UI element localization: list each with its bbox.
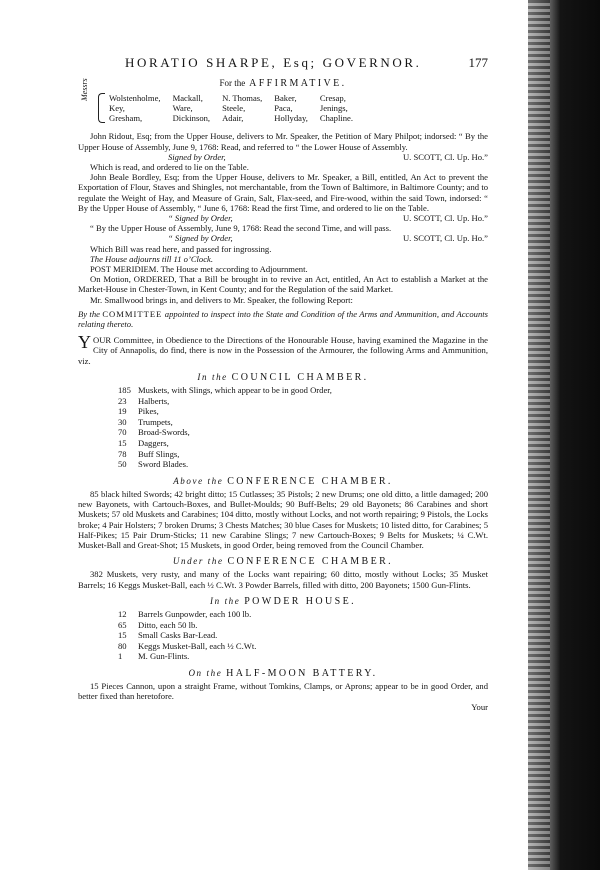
book-page bbox=[78, 55, 488, 712]
catchword: Your bbox=[471, 701, 488, 712]
list-item: 15 Daggers, bbox=[118, 438, 169, 449]
page-curl bbox=[528, 0, 550, 870]
list-item: 23 Halberts, bbox=[118, 395, 170, 406]
vote-row: Key, Ware, Steele, Paca, Jenings, bbox=[109, 103, 348, 114]
running-title: HORATIO SHARPE, Esq; GOVERNOR. bbox=[125, 55, 422, 70]
half-moon-text: 15 Pieces Cannon, upon a straight Frame, without Tomkins, Clamps, or Aprons; appear to be in good Order, and better fixed than heretofore. bbox=[78, 681, 488, 702]
under-conference-text: 382 Muskets, very rusty, and many of the Locks want repairing; 60 ditto, mostly without Locks; 35 Musket Barrels; 16 Keggs Musket-Ball, each ½ C.Wt. 3 Powder Barrels, filled with ditto, 200 Bayonets; 1500 Gun-Flints. bbox=[78, 569, 488, 590]
committee-heading: By the COMMITTEE appointed to inspect into the State and Condition of the Arms and Ammunition, and Accounts relating thereto. bbox=[78, 308, 488, 330]
list-item: 50 Sword Blades. bbox=[118, 459, 189, 470]
paragraph-post-meridiem: POST MERIDIEM. The House met according to Adjournment. bbox=[90, 264, 308, 275]
vote-row: Wolstenholme, Mackall, N. Thomas, Baker, Cresap, bbox=[109, 93, 346, 104]
paragraph-motion: On Motion, ORDERED, That a Bill be brought in to revive an Act, entitled, An Act to establish a Market at the Market-House in Chester-Town, in Kent County; and for the Regulation of the said Market. bbox=[78, 274, 488, 295]
paragraph: Mr. Smallwood brings in, and delivers to Mr. Speaker, the following Report: bbox=[90, 294, 353, 305]
running-head bbox=[78, 55, 488, 70]
vote-row: Gresham, Dickinson, Adair, Hollyday, Chapline. bbox=[109, 113, 354, 124]
list-item: 70 Broad-Swords, bbox=[118, 427, 190, 438]
paragraph-adjourn: The House adjourns till 11 o’Clock. bbox=[90, 253, 214, 264]
signature-line: Signed by Order, U. SCOTT, Cl. Up. Ho.” bbox=[168, 151, 488, 162]
powder-list bbox=[118, 609, 488, 662]
list-item: 19 Pikes, bbox=[118, 406, 159, 417]
above-conference-text: 85 black hilted Swords; 42 bright ditto; 15 Cutlasses; 35 Pistols; 2 new Drums; one old ditto, a little damaged; 200 new Bayonets, with Cartouch-Boxes, and Bullet-Moulds; 90 Buff-Belts; 29 old Bayonets; 86 Carabines and short Muskets; 57 old Muskets and Carabines; 104 ditto, mostly without Locks, and not worth repairing; 9 Pistols, the Locks broke; 4 Pair Holsters; 7 broken Drums; 3 Chests Matches; 30 blue Cases for Muskets; 10 listed ditto, for Carabines; 5 Half-Pikes; 15 Pair Drum-Sticks; 11 new Carabine Slings; 7 new Cartouch-Boxes; 9 Belts for Muskets; ¼ C.Wt. Musket-Ball and Great-Shot; 15 Muskets, in good Order, being removed from the Council Chamber. bbox=[78, 489, 488, 551]
affirmative-heading: For the AFFIRMATIVE. bbox=[219, 78, 347, 90]
council-chamber-heading: In the COUNCIL CHAMBER. bbox=[197, 371, 369, 383]
page-edge-shadow bbox=[528, 0, 600, 870]
list-item: 185 Muskets, with Slings, which appear to be in good Order, bbox=[118, 385, 332, 396]
paragraph-bill: John Beale Bordley, Esq; from the Upper House, delivers to Mr. Speaker, a Bill, entitled, An Act to prevent the Exportation of Flour, Staves and Shingles, not merchantable, from the Town of Baltimore, in Baltimore County; and to regulate the Weight of Hay, and Measure of Grain, Salt, Flax-seed, and Fire-wood, within the said Town, indorsed: “ By the Upper House of Assembly, “ June 6, 1768: Read the first Time, and ordered to lie on the Table. bbox=[78, 172, 488, 213]
paragraph: “ By the Upper House of Assembly, June 9, 1768: Read the second Time, and will pass. bbox=[90, 223, 392, 234]
signature-line: “ Signed by Order, U. SCOTT, Cl. Up. Ho.” bbox=[168, 213, 488, 224]
list-item: 12 Barrels Gunpowder, each 100 lb. bbox=[118, 609, 252, 620]
half-moon-heading: On the HALF-MOON BATTERY. bbox=[188, 668, 378, 680]
report-intro: YOUR Committee, in Obedience to the Directions of the Honourable House, having examined the Magazine in the City of Annapolis, do find, there is now in the Possession of the Armourer, the following Arms and Ammunition, viz. bbox=[78, 332, 488, 366]
page-number: 177 bbox=[468, 55, 488, 70]
drop-cap: Y bbox=[78, 332, 91, 353]
vote-table bbox=[109, 93, 365, 123]
paragraph: Which is read, and ordered to lie on the Table. bbox=[90, 162, 249, 173]
under-conference-heading: Under the CONFERENCE CHAMBER. bbox=[172, 556, 394, 568]
above-conference-heading: Above the CONFERENCE CHAMBER. bbox=[173, 475, 393, 487]
powder-house-heading: In the POWDER HOUSE. bbox=[210, 595, 356, 607]
council-list bbox=[118, 385, 488, 470]
signature-line: “ Signed by Order, U. SCOTT, Cl. Up. Ho.” bbox=[168, 233, 488, 244]
list-item: 1 M. Gun-Flints. bbox=[118, 651, 190, 662]
list-item: 65 Ditto, each 50 lb. bbox=[118, 619, 198, 630]
messrs-label: Messrs bbox=[80, 78, 89, 102]
list-item: 15 Small Casks Bar-Lead. bbox=[118, 630, 218, 641]
brace bbox=[98, 93, 105, 123]
list-item: 30 Trumpets, bbox=[118, 416, 173, 427]
list-item: 80 Keggs Musket-Ball, each ½ C.Wt. bbox=[118, 640, 257, 651]
paragraph: Which Bill was read here, and passed for ingrossing. bbox=[90, 243, 272, 254]
paragraph-petition: John Ridout, Esq; from the Upper House, delivers to Mr. Speaker, the Petition of Mary Philpot; indorsed: “ By the Upper House of Assembly, June 9, 1768: Read, and referred to “ the Lower House of Assembly. bbox=[78, 131, 488, 152]
list-item: 78 Buff Slings, bbox=[118, 448, 180, 459]
